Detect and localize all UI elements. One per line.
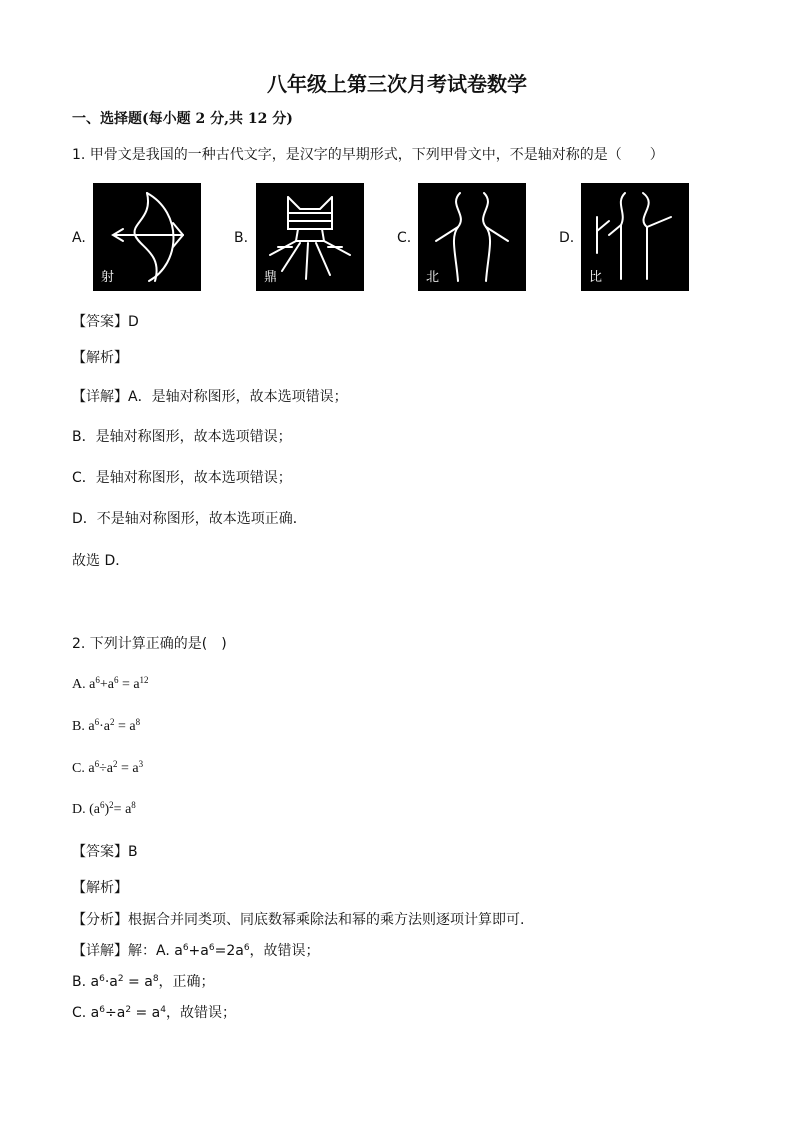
q2-option-b: B. $a^6\cdot a^2 = a^8$ [72, 717, 141, 734]
section-header: 一、选择题(每小题 2 分,共 12 分) [72, 111, 293, 127]
q1-option-c-letter: C. [397, 230, 412, 246]
q1-analysis-label: 【解析】 [72, 350, 128, 366]
q2-detail-b: B. $a^6\cdot a^2 = a^8$，正确； [72, 974, 215, 990]
q2-stem: 2. 下列计算正确的是( ) [72, 636, 227, 652]
oracle-glyph-bei-icon [418, 183, 526, 291]
q1-stem: 1. 甲骨文是我国的一种古代文字，是汉字的早期形式，下列甲骨文中，不是轴对称的是（ ） [72, 147, 664, 163]
q2-analysis-label: 【解析】 [72, 880, 128, 896]
q1-option-d-letter: D. [559, 230, 575, 246]
glyph-caption-d: 比 [589, 270, 603, 285]
q1-detail-3: C．是轴对称图形，故本选项错误； [72, 470, 292, 486]
q2-analysis: 【分析】根据合并同类项、同底数幂乘除法和幂的乘方法则逐项计算即可. [72, 912, 525, 928]
oracle-glyph-bi-icon [581, 183, 689, 291]
q2-detail-a: 【详解】解：A. $a^6+a^6=2a^6$，故错误； [72, 943, 320, 959]
q2-detail-c: C. $a^6\div a^2 = a^4$，故错误； [72, 1005, 236, 1021]
q2-answer: 【答案】B [72, 844, 138, 860]
q1-detail-4: D．不是轴对称图形，故本选项正确． [72, 511, 307, 527]
page-title: 八年级上第三次月考试卷数学 [267, 72, 527, 96]
q1-detail-1: 【详解】A．是轴对称图形，故本选项错误； [72, 389, 348, 405]
glyph-caption-b: 鼎 [264, 270, 278, 285]
oracle-glyph-ding-icon [256, 183, 364, 291]
q2-option-c: C. $a^6\div a^2 = a^3$ [72, 759, 144, 776]
q1-detail-2: B．是轴对称图形，故本选项错误； [72, 429, 292, 445]
oracle-glyph-she-icon [93, 183, 201, 291]
q2-option-a: A. $a^6+a^6 = a^{12}$ [72, 675, 149, 692]
q1-option-a-letter: A. [72, 230, 86, 246]
q1-option-b-letter: B. [234, 230, 249, 246]
q1-answer: 【答案】D [72, 314, 139, 330]
glyph-caption-c: 北 [426, 270, 440, 285]
q2-option-d: D. $(a^6)^2= a^8$ [72, 800, 136, 817]
glyph-caption-a: 射 [101, 270, 115, 285]
q1-conclusion: 故选 D． [72, 553, 130, 569]
